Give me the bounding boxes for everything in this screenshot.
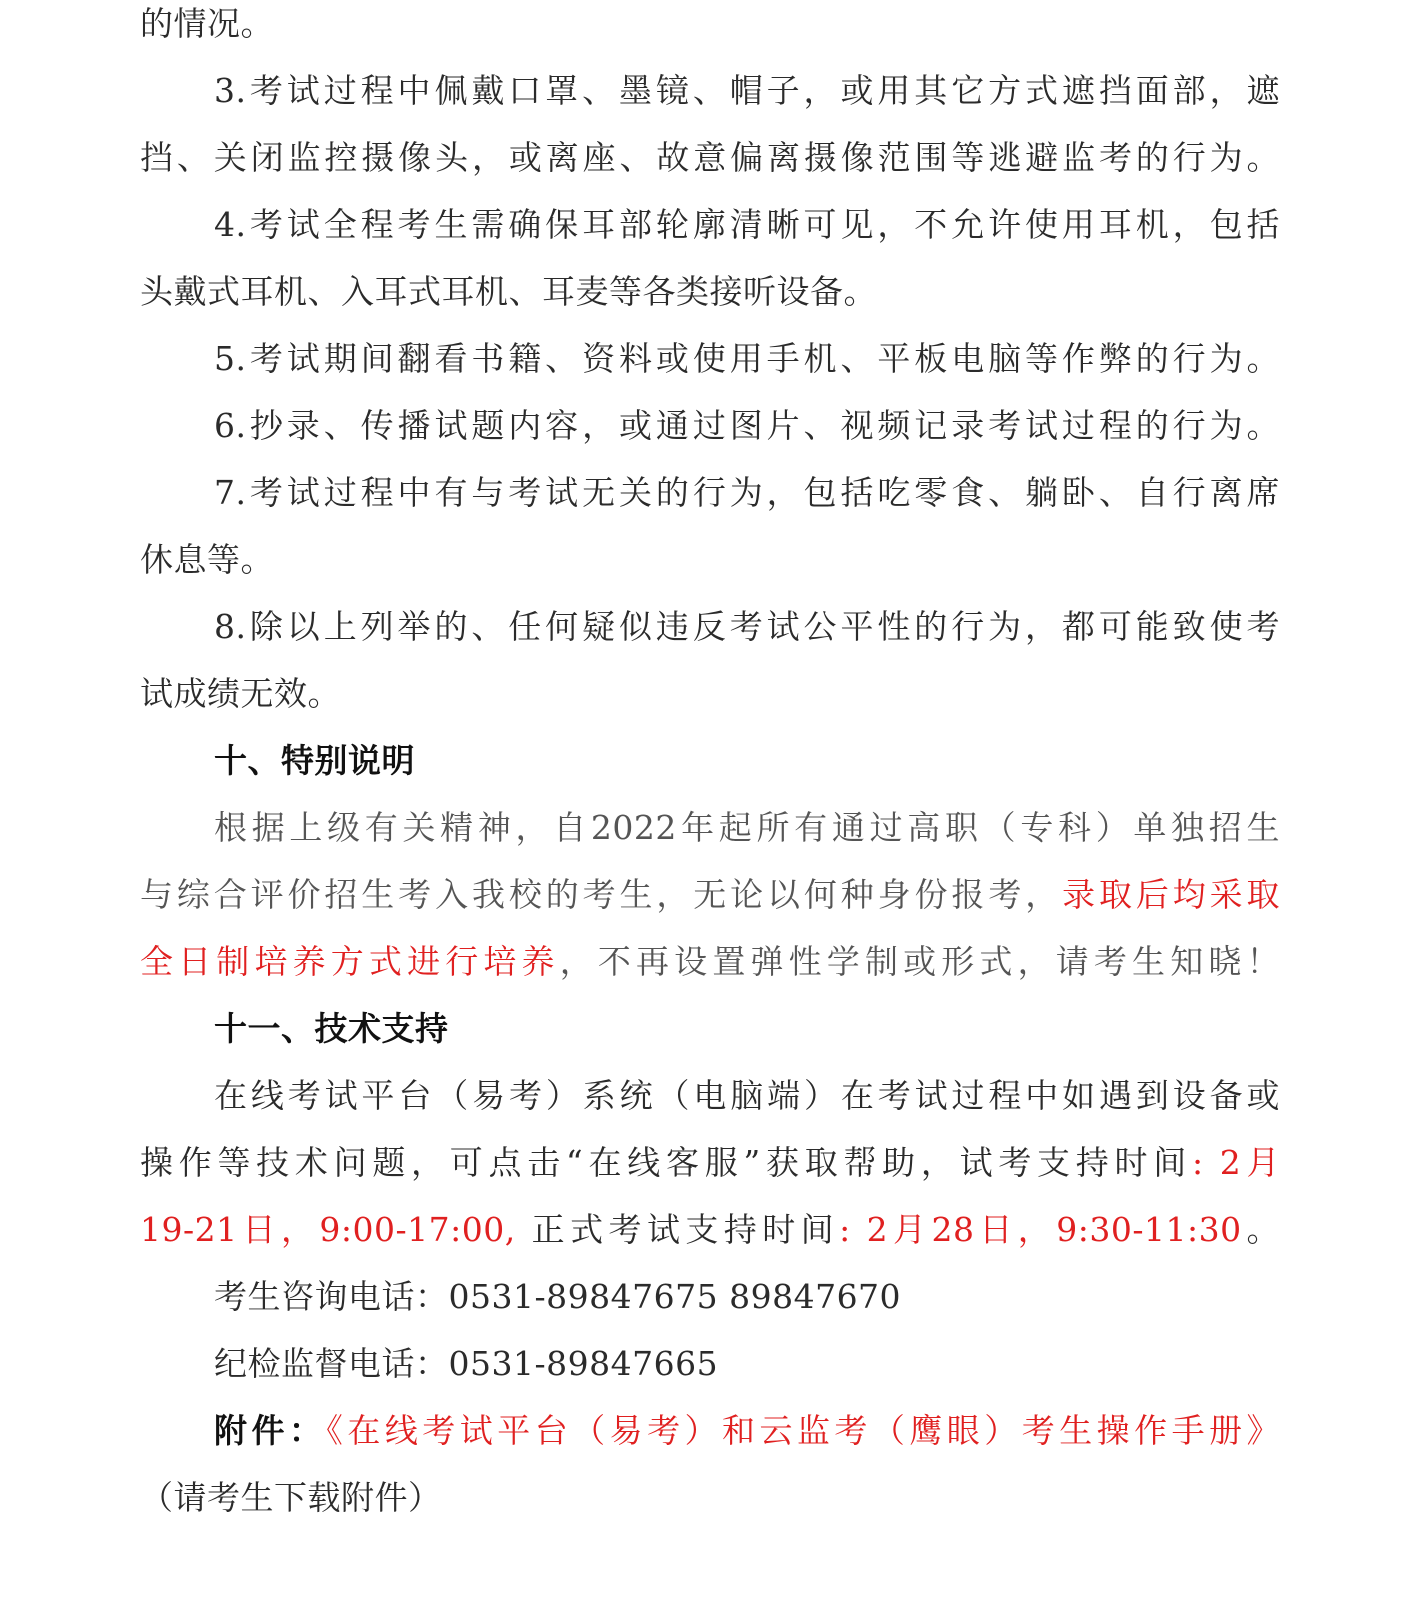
trial-support-time: 19-21日，9:00-17:00,	[140, 1210, 516, 1249]
attachment-note: （请考生下载附件）	[140, 1478, 442, 1517]
attachment-link[interactable]: 《在线考试平台（易考）和云监考（鹰眼）考生操作手册》	[326, 1411, 1281, 1450]
consult-phone: 考生咨询电话：0531-89847675 89847670	[214, 1277, 902, 1316]
formal-support-time: : 2月28日，9:30-11:30	[839, 1210, 1242, 1249]
supervise-phone: 纪检监督电话：0531-89847665	[214, 1344, 719, 1383]
section-10-paragraph-line-2	[140, 871, 1280, 919]
section-10-text-end: ，不再设置弹性学制或形式，请考生知晓！	[559, 942, 1281, 981]
rule-4-line-1: 4.考试全程考生需确保耳部轮廓清晰可见，不允许使用耳机，包括	[214, 205, 1280, 244]
section-10-highlight-continued: 全日制培养方式进行培养	[140, 942, 560, 981]
section-10-highlight: 录取后均采取	[1062, 875, 1281, 914]
section-11-paragraph-line-3	[140, 1206, 1280, 1254]
attachment-label: 附件：	[214, 1411, 327, 1450]
rule-5: 5.考试期间翻看书籍、资料或使用手机、平板电脑等作弊的行为。	[214, 339, 1280, 378]
rule-7-line-1: 7.考试过程中有与考试无关的行为，包括吃零食、躺卧、自行离席	[214, 473, 1280, 512]
section-10-text: 与综合评价招生考入我校的考生，无论以何种身份报考，	[140, 875, 1063, 914]
attachment-line	[214, 1407, 1280, 1455]
rule-3-line-1: 3.考试过程中佩戴口罩、墨镜、帽子，或用其它方式遮挡面部，遮	[214, 71, 1280, 110]
formal-support-label: 正式考试支持时间	[515, 1210, 840, 1249]
rule-4-line-2: 头戴式耳机、入耳式耳机、耳麦等各类接听设备。	[140, 272, 877, 311]
section-10-heading: 十、特别说明	[214, 741, 415, 780]
section-10-paragraph-line-3	[140, 938, 1280, 986]
rule-8-line-2: 试成绩无效。	[140, 674, 341, 713]
section-11-paragraph-line-1: 在线考试平台（易考）系统（电脑端）在考试过程中如遇到设备或	[214, 1076, 1280, 1115]
trial-support-time-start: : 2月	[1191, 1143, 1280, 1182]
text-line-continuation: 的情况。	[140, 4, 274, 43]
section-11-heading: 十一、技术支持	[214, 1009, 449, 1048]
section-10-paragraph-line-1: 根据上级有关精神，自2022年起所有通过高职（专科）单独招生	[214, 808, 1280, 847]
sentence-end: 。	[1241, 1210, 1281, 1249]
rule-6: 6.抄录、传播试题内容，或通过图片、视频记录考试过程的行为。	[214, 406, 1280, 445]
section-11-paragraph-line-2	[140, 1139, 1280, 1187]
rule-3-line-2: 挡、关闭监控摄像头，或离座、故意偏离摄像范围等逃避监考的行为。	[140, 138, 1280, 177]
section-11-text: 操作等技术问题，可点击“在线客服”获取帮助，试考支持时间	[140, 1143, 1192, 1182]
rule-8-line-1: 8.除以上列举的、任何疑似违反考试公平性的行为，都可能致使考	[214, 607, 1280, 646]
rule-7-line-2: 休息等。	[140, 540, 274, 579]
